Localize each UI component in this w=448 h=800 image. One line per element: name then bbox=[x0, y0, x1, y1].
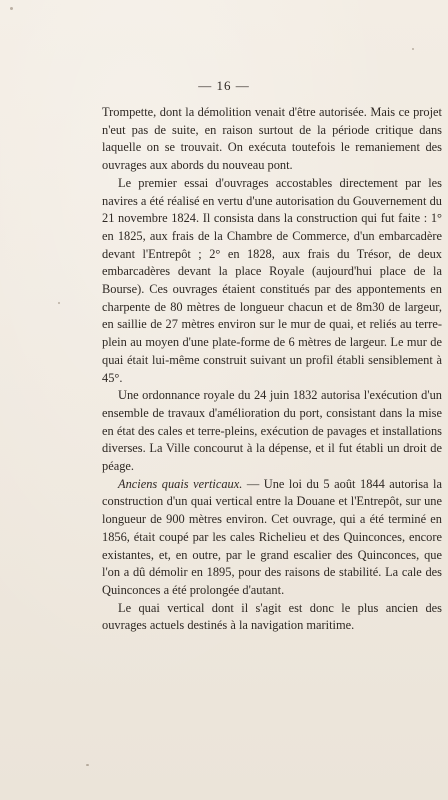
paragraph-1-text: Trompette, dont la démolition venait d'être autorisée. Mais ce projet n'eut pas de suite, en raison surtout de la période critique dans laquelle on se trouvait. On exécuta toutefois le remaniement des ouvrages aux abords du nouveau pont. bbox=[102, 105, 442, 173]
paper-speck bbox=[412, 48, 414, 50]
paragraph-4-lead: Anciens quais verticaux. bbox=[118, 476, 243, 491]
paragraph-5-text: Le quai vertical dont il s'agit est donc le plus ancien des ouvrages actuels destinés à la navigation maritime. bbox=[102, 600, 442, 633]
paragraph-1 bbox=[102, 104, 442, 175]
paper-speck bbox=[86, 764, 89, 766]
paragraph-4 bbox=[102, 476, 442, 600]
paragraph-2 bbox=[102, 175, 442, 387]
paper-speck bbox=[10, 7, 13, 10]
paragraph-4-text: — Une loi du 5 août 1844 autorisa la construction d'un quai vertical entre la Douane et l'Entrepôt, sur une longueur de 900 mètres environ. Cet ouvrage, qui a été terminé en 1856, était coupé par les cales Richelieu et des Quinconces, encore existantes, et, en outre, par le grand escalier des Quinconces, que l'on a dû démolir en 1895, pour des raisons de stabilité. La cale des Quinconces a été prolongée d'autant. bbox=[102, 476, 442, 597]
paragraph-5 bbox=[102, 600, 442, 635]
page-number: — 16 — bbox=[198, 78, 250, 93]
paragraph-3 bbox=[102, 387, 442, 476]
paper-speck bbox=[58, 302, 60, 304]
paragraph-2-text: Le premier essai d'ouvrages accostables directement par les navires a été réalisé en vertu d'une autorisation du Gouvernement du 21 novembre 1824. Il consista dans la construction qui fut faite : 1° en 1825, aux frais de la Chambre de Commerce, d'un embarcadère devant l'Entrepôt ; 2° en 1828, aux frais du Trésor, de deux embarcadères devant la place Royale (aujourd'hui place de la Bourse). Ces ouvrages étaient constitués par des appontements en charpente de 80 mètres de longueur chacun et de 8m30 de largeur, en saillie de 27 mètres environ sur le mur de quai, et reliés au terre-plein au moyen d'une plate-forme de 6 mètres de largeur. Le mur de quai était lui-même construit suivant un profil établi sensiblement à 45°. bbox=[102, 175, 442, 385]
body-text bbox=[102, 104, 442, 635]
paragraph-3-text: Une ordonnance royale du 24 juin 1832 autorisa l'exécution d'un ensemble de travaux d'amélioration du port, consistant dans la mise en état des cales et terre-pleins, exécution de pavages et installations diverses. La Ville concourut à la dépense, et il fut établi un droit de péage. bbox=[102, 388, 442, 474]
